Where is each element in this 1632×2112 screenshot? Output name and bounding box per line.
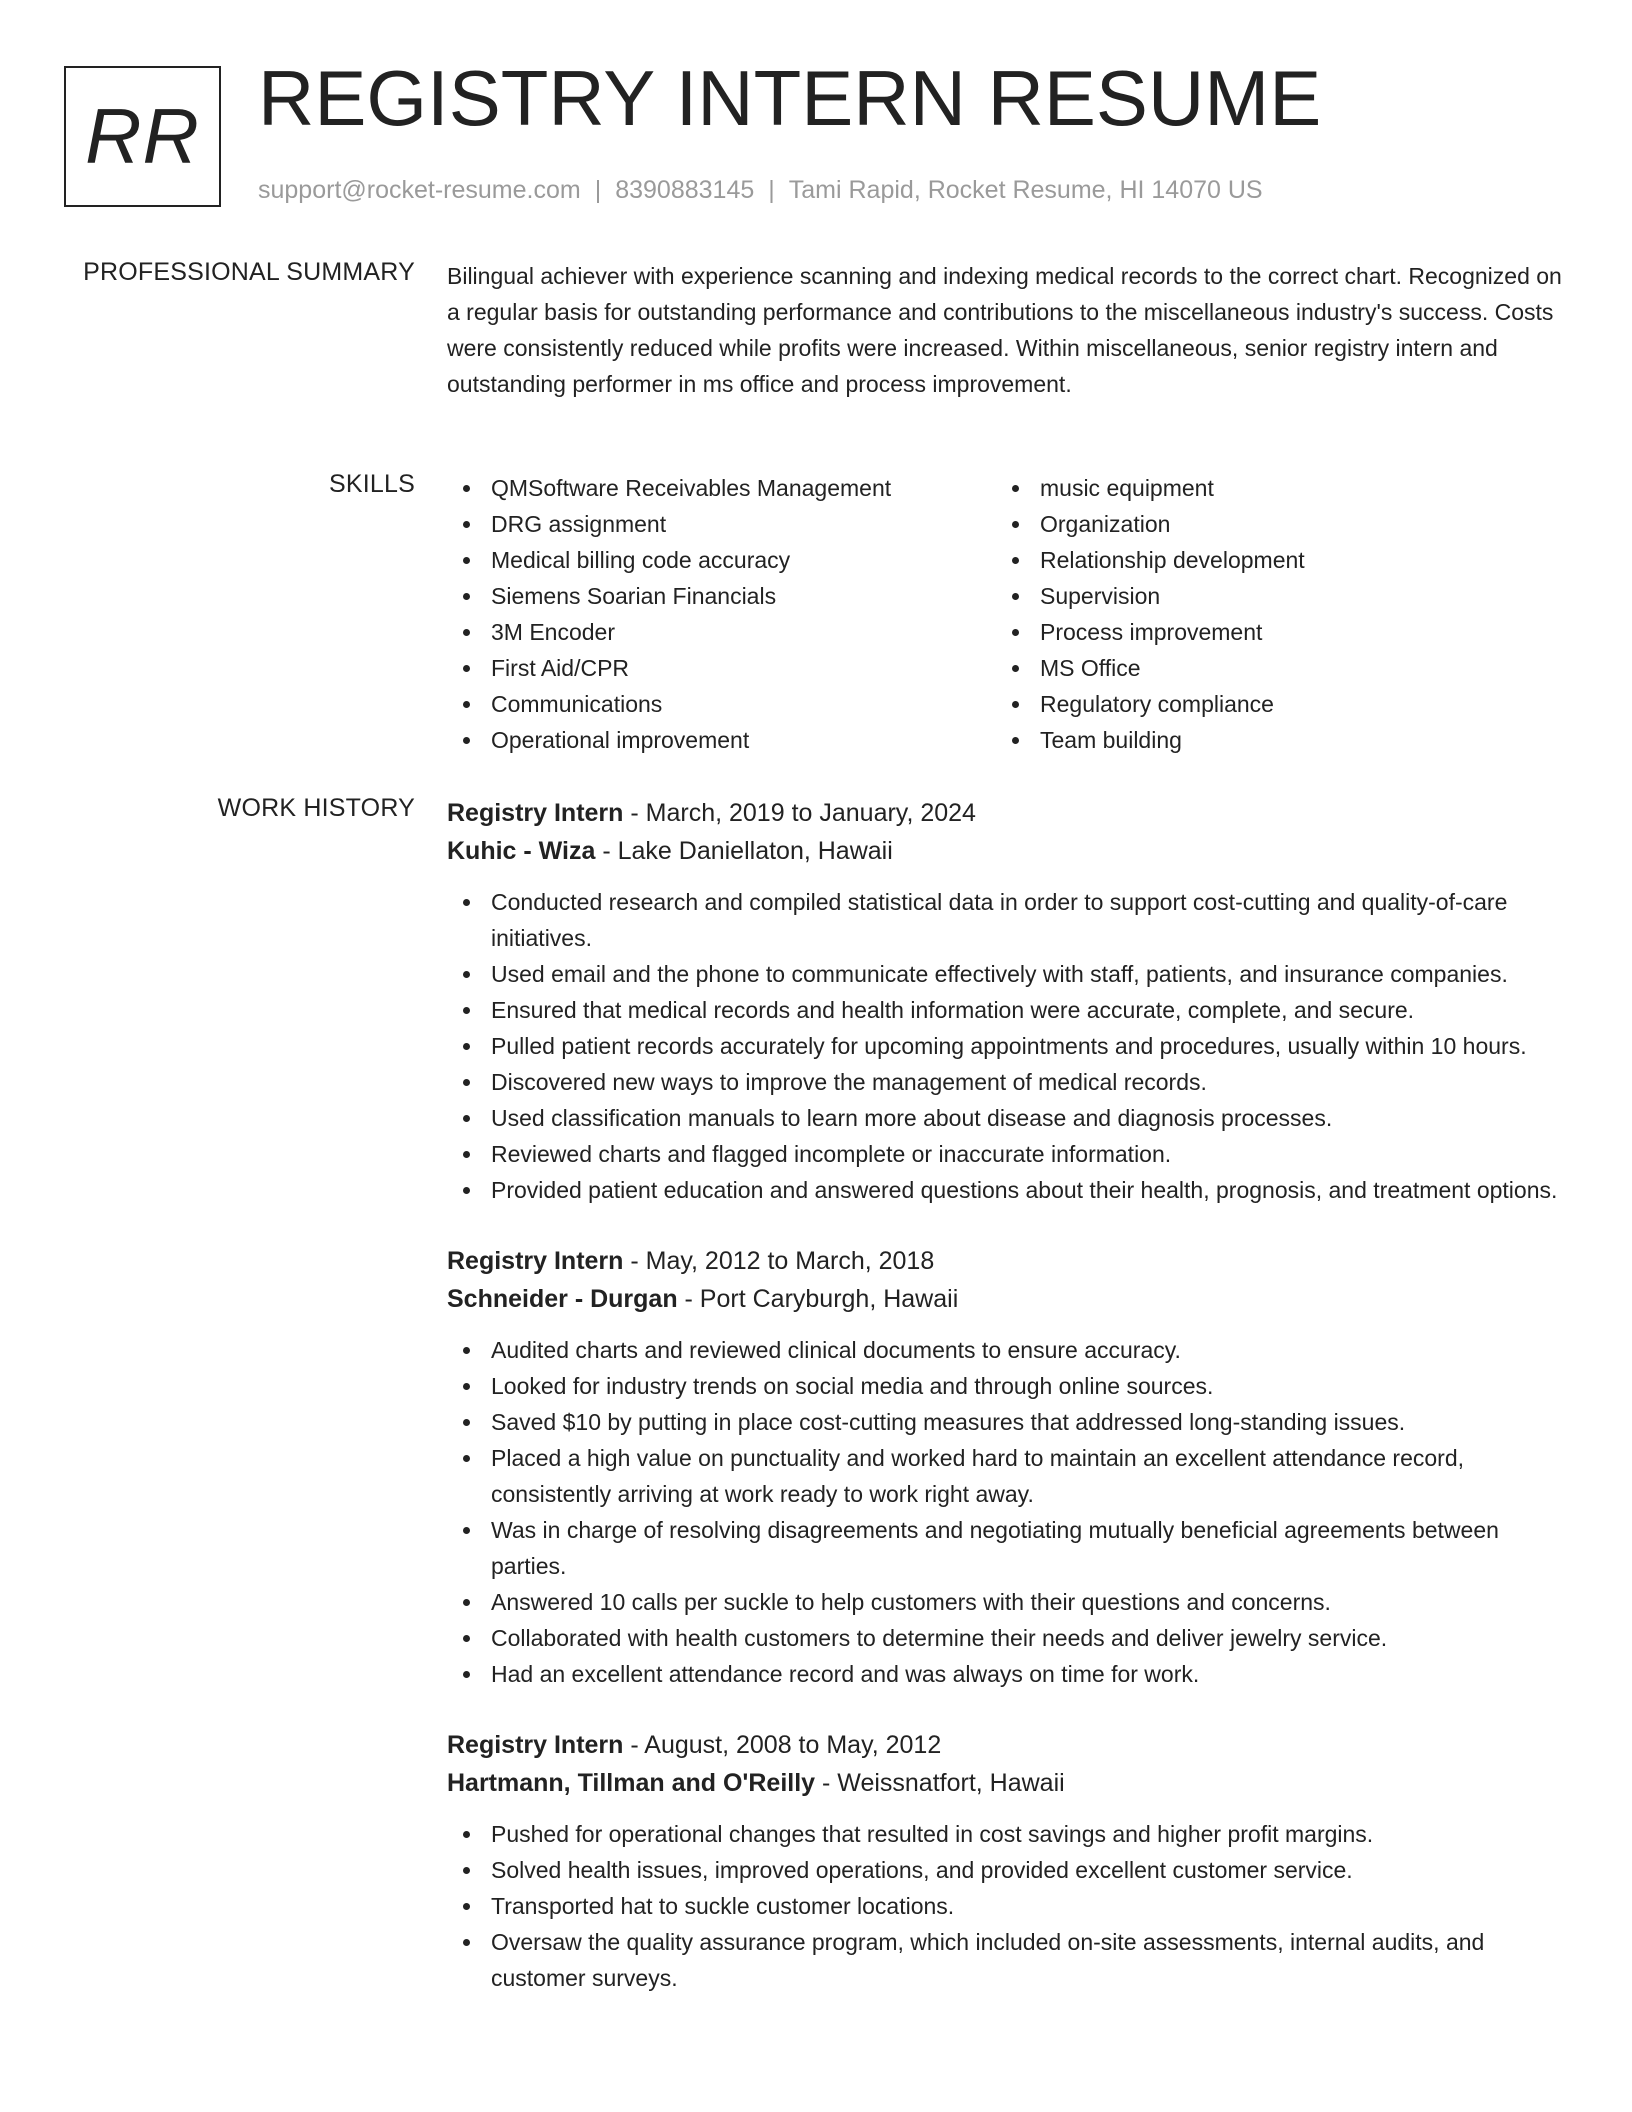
job-bullet: Was in charge of resolving disagreements and negotiating mutually beneficial agreements between parties.	[447, 1512, 1562, 1584]
skill-item: Process improvement	[1040, 614, 1305, 650]
job-bullet: Answered 10 calls per suckle to help customers with their questions and concerns.	[447, 1584, 1562, 1620]
skill-item: Organization	[1040, 506, 1305, 542]
skill-item: Siemens Soarian Financials	[491, 578, 996, 614]
job-title: Registry Intern	[447, 1247, 624, 1275]
skills-list-left	[447, 470, 996, 758]
contact-email: support@rocket-resume.com	[258, 176, 581, 204]
skill-item: QMSoftware Receivables Management	[491, 470, 996, 506]
skill-item: First Aid/CPR	[491, 650, 996, 686]
job-bullet: Placed a high value on punctuality and worked hard to maintain an excellent attendance record, consistently arriving at work ready to work right away.	[447, 1440, 1562, 1512]
skill-item: MS Office	[1040, 650, 1305, 686]
job-bullet: Had an excellent attendance record and was always on time for work.	[447, 1656, 1562, 1692]
job-entry	[447, 1726, 1562, 1996]
contact-line	[258, 176, 1263, 205]
work-history-label: WORK HISTORY	[217, 794, 415, 822]
job-company-line	[447, 1764, 1562, 1802]
job-bullet: Saved $10 by putting in place cost-cutting measures that addressed long-standing issues.	[447, 1404, 1562, 1440]
job-bullet-list	[447, 1816, 1562, 1996]
work-history-body	[447, 794, 1562, 1996]
job-bullet-list	[447, 1332, 1562, 1692]
job-bullet: Discovered new ways to improve the management of medical records.	[447, 1064, 1562, 1100]
skill-item: Medical billing code accuracy	[491, 542, 996, 578]
skill-item: Communications	[491, 686, 996, 722]
monogram: RR	[64, 66, 221, 207]
job-title-line	[447, 794, 1562, 832]
contact-address: Tami Rapid, Rocket Resume, HI 14070 US	[788, 176, 1263, 204]
job-entry	[447, 1242, 1562, 1692]
skill-item: Relationship development	[1040, 542, 1305, 578]
job-bullet: Reviewed charts and flagged incomplete or inaccurate information.	[447, 1136, 1562, 1172]
job-bullet: Audited charts and reviewed clinical documents to ensure accuracy.	[447, 1332, 1562, 1368]
summary-label: PROFESSIONAL SUMMARY	[83, 258, 415, 286]
skills-list-right	[996, 470, 1305, 758]
job-dates: - May, 2012 to March, 2018	[623, 1247, 935, 1275]
skill-item: DRG assignment	[491, 506, 996, 542]
skills-body	[447, 470, 1562, 758]
skill-item: 3M Encoder	[491, 614, 996, 650]
job-title: Registry Intern	[447, 1731, 624, 1759]
skill-item: Supervision	[1040, 578, 1305, 614]
job-location: - Lake Daniellaton, Hawaii	[595, 837, 893, 865]
summary-body	[447, 258, 1562, 402]
job-bullet: Transported hat to suckle customer locations.	[447, 1888, 1562, 1924]
job-bullet: Used email and the phone to communicate effectively with staff, patients, and insurance companies.	[447, 956, 1562, 992]
job-dates: - March, 2019 to January, 2024	[623, 799, 976, 827]
job-bullet: Ensured that medical records and health information were accurate, complete, and secure.	[447, 992, 1562, 1028]
job-company-line	[447, 832, 1562, 870]
contact-phone: 8390883145	[615, 176, 755, 204]
job-bullet: Collaborated with health customers to determine their needs and deliver jewelry service.	[447, 1620, 1562, 1656]
page-title: REGISTRY INTERN RESUME	[258, 54, 1322, 142]
job-bullet: Used classification manuals to learn more about disease and diagnosis processes.	[447, 1100, 1562, 1136]
contact-separator: |	[594, 176, 602, 204]
job-company: Hartmann, Tillman and O'Reilly	[447, 1769, 816, 1797]
job-bullet: Pulled patient records accurately for upcoming appointments and procedures, usually within 10 hours.	[447, 1028, 1562, 1064]
job-title-line	[447, 1242, 1562, 1280]
skill-item: Regulatory compliance	[1040, 686, 1305, 722]
summary-text: Bilingual achiever with experience scanning and indexing medical records to the correct chart. Recognized on a regular basis for outstanding performance and contributions to the miscellaneous industry's success. Costs were consistently reduced while profits were increased. Within miscellaneous, senior registry intern and outstanding performer in ms office and process improvement.	[447, 263, 1562, 397]
job-title-line	[447, 1726, 1562, 1764]
job-company: Kuhic - Wiza	[447, 837, 596, 865]
job-entry	[447, 794, 1562, 1208]
contact-separator: |	[768, 176, 775, 204]
job-location: - Port Caryburgh, Hawaii	[677, 1285, 959, 1313]
job-bullet: Solved health issues, improved operations, and provided excellent customer service.	[447, 1852, 1562, 1888]
skills-label: SKILLS	[329, 470, 415, 498]
skill-item: Operational improvement	[491, 722, 996, 758]
job-dates: - August, 2008 to May, 2012	[623, 1731, 942, 1759]
job-company: Schneider - Durgan	[447, 1285, 678, 1313]
job-bullet: Pushed for operational changes that resulted in cost savings and higher profit margins.	[447, 1816, 1562, 1852]
job-title: Registry Intern	[447, 799, 624, 827]
skill-item: Team building	[1040, 722, 1305, 758]
job-location: - Weissnatfort, Hawaii	[815, 1769, 1065, 1797]
job-bullet-list	[447, 884, 1562, 1208]
skill-item: music equipment	[1040, 470, 1305, 506]
job-bullet: Looked for industry trends on social media and through online sources.	[447, 1368, 1562, 1404]
job-bullet: Conducted research and compiled statistical data in order to support cost-cutting and quality-of-care initiatives.	[447, 884, 1562, 956]
job-bullet: Provided patient education and answered questions about their health, prognosis, and treatment options.	[447, 1172, 1562, 1208]
job-company-line	[447, 1280, 1562, 1318]
job-bullet: Oversaw the quality assurance program, which included on-site assessments, internal audits, and customer surveys.	[447, 1924, 1562, 1996]
